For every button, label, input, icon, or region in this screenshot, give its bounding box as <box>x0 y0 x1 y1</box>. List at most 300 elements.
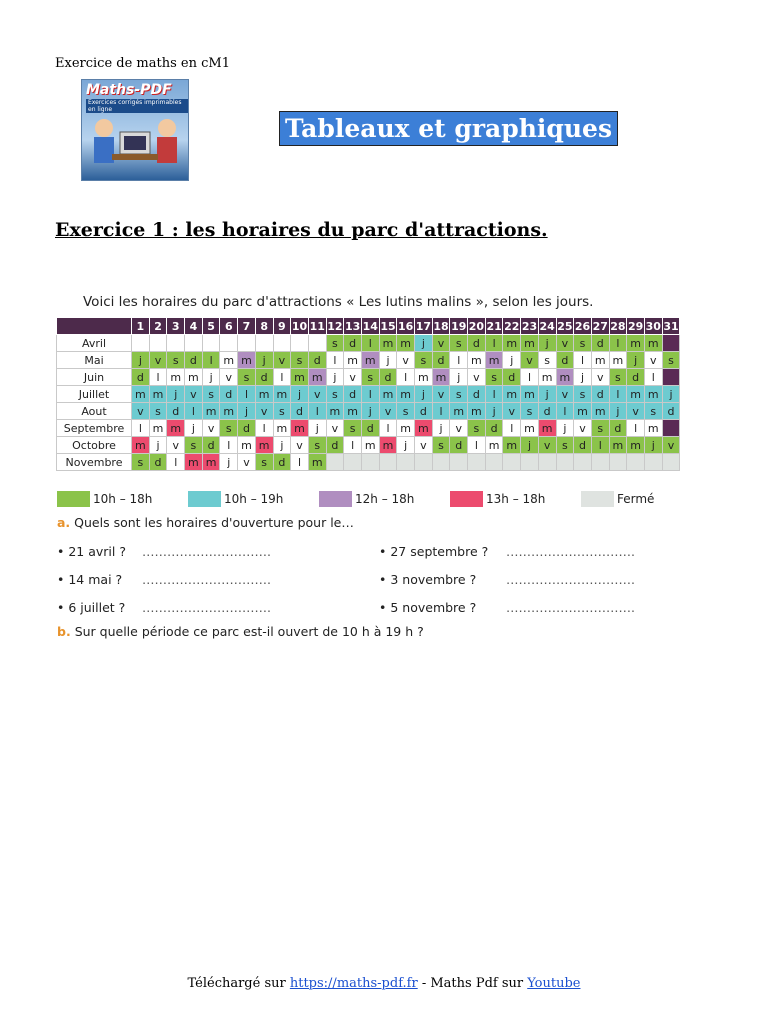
schedule-cell: s <box>255 454 273 471</box>
page-title: Tableaux et graphiques <box>279 111 618 146</box>
schedule-cell: j <box>538 335 556 352</box>
day-header: 23 <box>521 319 538 333</box>
schedule-cell: j <box>308 420 326 437</box>
schedule-cell: m <box>644 386 662 403</box>
question-item-text: 14 mai ? <box>68 572 123 587</box>
schedule-cell: v <box>432 386 450 403</box>
schedule-cell: j <box>149 437 167 454</box>
schedule-cell: v <box>662 437 680 454</box>
legend-label: 10h – 18h <box>93 492 153 506</box>
schedule-cell: l <box>379 420 397 437</box>
schedule-cell: l <box>556 403 574 420</box>
schedule-cell: v <box>627 403 645 420</box>
schedule-cell: s <box>291 352 309 369</box>
month-label: Avril <box>57 335 132 352</box>
schedule-cell: v <box>291 437 309 454</box>
schedule-row <box>57 369 680 386</box>
schedule-cell: s <box>574 386 592 403</box>
schedule-cell <box>255 335 273 352</box>
schedule-cell: d <box>415 403 433 420</box>
schedule-cell: d <box>220 386 238 403</box>
schedule-cell: m <box>167 369 185 386</box>
bullet-icon: • <box>379 572 391 587</box>
schedule-cell: l <box>609 335 627 352</box>
schedule-cell <box>415 454 433 471</box>
schedule-cell: m <box>361 352 379 369</box>
schedule-cell: l <box>273 369 291 386</box>
schedule-cell: m <box>238 437 256 454</box>
schedule-cell: m <box>273 420 291 437</box>
schedule-row <box>57 437 680 454</box>
schedule-cell: j <box>450 369 468 386</box>
schedule-cell: s <box>149 403 167 420</box>
schedule-cell: l <box>468 437 486 454</box>
schedule-cell: v <box>468 369 486 386</box>
schedule-cell: v <box>308 386 326 403</box>
schedule-cell: d <box>627 369 645 386</box>
schedule-cell: m <box>468 352 486 369</box>
schedule-cell: m <box>220 403 238 420</box>
schedule-cell <box>556 454 574 471</box>
legend-swatch <box>581 491 614 507</box>
month-label: Aout <box>57 403 132 420</box>
schedule-cell: l <box>361 335 379 352</box>
schedule-row <box>57 420 680 437</box>
schedule-cell: d <box>662 403 680 420</box>
schedule-cell <box>326 454 344 471</box>
day-header: 3 <box>167 318 185 335</box>
schedule-cell: m <box>627 335 645 352</box>
day-header: 15 <box>380 319 396 333</box>
schedule-cell: j <box>361 403 379 420</box>
schedule-cell: s <box>450 386 468 403</box>
schedule-cell: m <box>132 386 150 403</box>
answer-blank[interactable]: …………………………. <box>142 600 271 615</box>
schedule-cell: j <box>379 352 397 369</box>
bullet-icon: • <box>57 600 69 615</box>
schedule-cell: m <box>308 454 326 471</box>
schedule-cell: m <box>609 437 627 454</box>
month-label: Octobre <box>57 437 132 454</box>
schedule-cell: v <box>503 403 521 420</box>
month-label: Juin <box>57 369 132 386</box>
schedule-cell: v <box>415 437 433 454</box>
schedule-cell: d <box>538 403 556 420</box>
schedule-cell: j <box>185 420 203 437</box>
schedule-cell: v <box>556 335 574 352</box>
schedule-cell: d <box>273 454 291 471</box>
schedule-cell <box>220 335 238 352</box>
schedule-cell: m <box>627 386 645 403</box>
schedule-cell: m <box>238 352 256 369</box>
question-a <box>57 515 354 530</box>
schedule-cell: l <box>308 403 326 420</box>
question-b-text: Sur quelle période ce parc est-il ouvert de 10 h à 19 h ? <box>74 624 424 639</box>
schedule-cell: s <box>202 386 220 403</box>
schedule-cell: v <box>538 437 556 454</box>
schedule-cell: d <box>132 369 150 386</box>
day-header: 19 <box>451 319 467 333</box>
schedule-cell: m <box>397 386 415 403</box>
schedule-cell: v <box>644 352 662 369</box>
question-item-text: 21 avril ? <box>68 544 126 559</box>
logo-illustration <box>82 80 188 180</box>
schedule-cell <box>132 335 150 352</box>
schedule-cell: j <box>556 420 574 437</box>
schedule-cell: j <box>220 454 238 471</box>
schedule-cell: s <box>432 437 450 454</box>
schedule-cell: m <box>149 386 167 403</box>
schedule-cell: v <box>149 352 167 369</box>
schedule-cell: m <box>521 420 539 437</box>
schedule-cell: j <box>397 437 415 454</box>
schedule-cell: l <box>344 437 362 454</box>
schedule-cell <box>662 335 680 352</box>
schedule-header-row <box>57 318 680 335</box>
day-header: 1 <box>132 318 150 335</box>
question-item-text: 3 novembre ? <box>390 572 477 587</box>
schedule-cell <box>149 335 167 352</box>
schedule-corner <box>57 318 132 335</box>
page-footer <box>0 976 768 991</box>
schedule-cell: m <box>379 386 397 403</box>
logo-tagline: Exercices corrigés imprimables en ligne <box>86 99 188 113</box>
bullet-icon: • <box>57 572 69 587</box>
legend-label: 13h – 18h <box>486 492 546 506</box>
schedule-cell: m <box>255 437 273 454</box>
schedule-cell: m <box>485 352 503 369</box>
schedule-cell: d <box>185 352 203 369</box>
schedule-cell: v <box>202 420 220 437</box>
month-label: Novembre <box>57 454 132 471</box>
month-label: Mai <box>57 352 132 369</box>
footer-link-site[interactable]: https://maths-pdf.fr <box>289 976 418 991</box>
schedule-cell: d <box>485 420 503 437</box>
schedule-cell <box>503 454 521 471</box>
schedule-cell: l <box>574 352 592 369</box>
schedule-cell: d <box>468 335 486 352</box>
legend-swatch <box>450 491 483 507</box>
schedule-cell: d <box>344 335 362 352</box>
answer-blank[interactable]: …………………………. <box>506 572 635 587</box>
schedule-row <box>57 352 680 369</box>
schedule-cell: l <box>432 403 450 420</box>
schedule-cell <box>432 454 450 471</box>
question-item-left <box>57 572 122 587</box>
schedule-cell: l <box>238 386 256 403</box>
schedule-cell: s <box>238 369 256 386</box>
question-item-left <box>57 544 126 559</box>
schedule-cell: v <box>574 420 592 437</box>
schedule-cell: s <box>662 352 680 369</box>
schedule-cell: d <box>202 437 220 454</box>
schedule-cell: v <box>185 386 203 403</box>
schedule-cell <box>344 454 362 471</box>
schedule-cell: j <box>503 352 521 369</box>
schedule-cell: m <box>521 386 539 403</box>
schedule-cell <box>450 454 468 471</box>
schedule-cell: j <box>415 335 433 352</box>
schedule-cell <box>662 454 680 471</box>
schedule-cell: j <box>326 369 344 386</box>
day-header: 7 <box>238 318 256 335</box>
schedule-cell <box>662 369 680 386</box>
question-item-text: 6 juillet ? <box>68 600 126 615</box>
schedule-cell: v <box>397 352 415 369</box>
schedule-cell: d <box>591 386 609 403</box>
schedule-cell: s <box>185 437 203 454</box>
answer-blank[interactable]: …………………………. <box>142 544 271 559</box>
schedule-cell: m <box>432 369 450 386</box>
schedule-cell: m <box>538 369 556 386</box>
schedule-cell: s <box>574 335 592 352</box>
question-item-text: 27 septembre ? <box>390 544 489 559</box>
schedule-cell <box>538 454 556 471</box>
schedule-cell: l <box>521 369 539 386</box>
schedule-cell: l <box>361 386 379 403</box>
schedule-cell: j <box>202 369 220 386</box>
schedule-cell: s <box>273 403 291 420</box>
schedule-cell: m <box>485 437 503 454</box>
schedule-cell: s <box>220 420 238 437</box>
exercise-title: Exercice 1 : les horaires du parc d'attractions. <box>55 219 548 241</box>
schedule-cell: s <box>361 369 379 386</box>
schedule-cell <box>291 335 309 352</box>
legend-label: Fermé <box>617 492 655 506</box>
day-header: 13 <box>344 319 361 333</box>
schedule-cell: s <box>326 386 344 403</box>
schedule-cell: j <box>521 437 539 454</box>
schedule-cell: m <box>503 386 521 403</box>
schedule-cell: l <box>485 335 503 352</box>
schedule-cell: j <box>132 352 150 369</box>
schedule-cell: j <box>432 420 450 437</box>
schedule-cell: j <box>644 437 662 454</box>
schedule-cell: v <box>450 420 468 437</box>
schedule-cell: l <box>591 437 609 454</box>
schedule-cell: l <box>291 454 309 471</box>
day-header: 9 <box>273 318 291 335</box>
schedule-cell: m <box>397 335 415 352</box>
schedule-cell: l <box>220 437 238 454</box>
schedule-cell: m <box>644 335 662 352</box>
schedule-cell: v <box>379 403 397 420</box>
schedule-cell: j <box>238 403 256 420</box>
schedule-cell: s <box>485 369 503 386</box>
schedule-row <box>57 403 680 420</box>
schedule-cell: d <box>468 386 486 403</box>
schedule-cell: s <box>591 420 609 437</box>
question-item-right <box>379 600 476 615</box>
schedule-cell: l <box>132 420 150 437</box>
day-header: 28 <box>610 319 626 333</box>
day-header: 20 <box>468 319 485 333</box>
schedule-cell <box>202 335 220 352</box>
schedule-cell: s <box>326 335 344 352</box>
question-item-right <box>379 544 488 559</box>
schedule-cell: d <box>432 352 450 369</box>
schedule-cell: l <box>397 369 415 386</box>
schedule-cell: m <box>379 437 397 454</box>
question-a-letter: a. <box>57 515 71 530</box>
schedule-cell: m <box>291 420 309 437</box>
day-header: 22 <box>504 319 520 333</box>
schedule-cell: m <box>185 369 203 386</box>
schedule-cell: m <box>202 454 220 471</box>
schedule-cell: j <box>627 352 645 369</box>
schedule-cell <box>308 335 326 352</box>
schedule-cell: j <box>291 386 309 403</box>
day-header: 21 <box>486 319 502 333</box>
schedule-cell: d <box>609 420 627 437</box>
schedule-cell: d <box>291 403 309 420</box>
schedule-cell: v <box>273 352 291 369</box>
day-header: 10 <box>291 319 308 333</box>
day-header: 27 <box>592 319 608 333</box>
day-header: 2 <box>149 318 167 335</box>
schedule-cell: d <box>503 369 521 386</box>
schedule-cell: v <box>167 437 185 454</box>
day-header: 11 <box>309 319 325 333</box>
day-header: 8 <box>255 318 273 335</box>
day-header: 16 <box>398 319 414 333</box>
schedule-cell: l <box>644 369 662 386</box>
schedule-cell <box>185 335 203 352</box>
schedule-cell: d <box>255 369 273 386</box>
question-b-letter: b. <box>57 624 71 639</box>
schedule-cell: v <box>255 403 273 420</box>
schedule-cell: d <box>574 437 592 454</box>
schedule-cell: s <box>397 403 415 420</box>
answer-blank[interactable]: …………………………. <box>506 544 635 559</box>
schedule-cell: l <box>326 352 344 369</box>
schedule-cell: m <box>202 403 220 420</box>
footer-middle: - Maths Pdf sur <box>417 976 528 991</box>
schedule-cell: j <box>609 403 627 420</box>
schedule-cell: m <box>538 420 556 437</box>
question-a-text: Quels sont les horaires d'ouverture pour le… <box>74 515 354 530</box>
schedule-cell: m <box>185 454 203 471</box>
schedule-cell: s <box>609 369 627 386</box>
schedule-cell: m <box>609 352 627 369</box>
schedule-row <box>57 335 680 352</box>
schedule-cell: s <box>644 403 662 420</box>
schedule-cell: j <box>415 386 433 403</box>
day-header: 12 <box>327 319 343 333</box>
schedule-cell: j <box>255 352 273 369</box>
schedule-cell: d <box>149 454 167 471</box>
question-item-text: 5 novembre ? <box>390 600 477 615</box>
bullet-icon: • <box>57 544 69 559</box>
schedule-cell: s <box>167 352 185 369</box>
schedule-cell <box>609 454 627 471</box>
schedule-cell: s <box>468 420 486 437</box>
exercise-intro: Voici les horaires du parc d'attractions « Les lutins malins », selon les jours. <box>83 294 594 310</box>
answer-blank[interactable]: …………………………. <box>506 600 635 615</box>
schedule-cell: m <box>397 420 415 437</box>
schedule-cell: s <box>450 335 468 352</box>
schedule-cell: j <box>538 386 556 403</box>
day-header: 26 <box>574 319 591 333</box>
schedule-cell: m <box>415 369 433 386</box>
schedule-cell: v <box>556 386 574 403</box>
schedule-cell <box>397 454 415 471</box>
schedule-cell: m <box>132 437 150 454</box>
schedule-cell: s <box>521 403 539 420</box>
schedule-cell: m <box>627 437 645 454</box>
schedule-cell: m <box>503 335 521 352</box>
schedule-cell: d <box>379 369 397 386</box>
schedule-cell: s <box>344 420 362 437</box>
schedule-cell: j <box>167 386 185 403</box>
schedule-cell <box>627 454 645 471</box>
maths-pdf-logo <box>81 79 189 181</box>
day-header: 31 <box>663 319 679 333</box>
schedule-cell: m <box>291 369 309 386</box>
day-header: 14 <box>362 319 378 333</box>
legend-swatch <box>188 491 221 507</box>
day-header: 24 <box>539 319 555 333</box>
bullet-icon: • <box>379 600 391 615</box>
schedule-cell: m <box>379 335 397 352</box>
schedule-cell: s <box>538 352 556 369</box>
footer-link-youtube[interactable]: Youtube <box>527 976 581 991</box>
schedule-cell <box>273 335 291 352</box>
schedule-cell: l <box>627 420 645 437</box>
answer-blank[interactable]: …………………………. <box>142 572 271 587</box>
schedule-cell: v <box>220 369 238 386</box>
footer-prefix: Téléchargé sur <box>187 976 290 991</box>
schedule-cell: l <box>485 386 503 403</box>
schedule-cell: d <box>361 420 379 437</box>
schedule-cell: d <box>450 437 468 454</box>
schedule-cell: m <box>591 403 609 420</box>
schedule-cell: v <box>591 369 609 386</box>
schedule-cell: v <box>521 352 539 369</box>
schedule-cell: m <box>149 420 167 437</box>
schedule-cell: m <box>415 420 433 437</box>
schedule-cell: m <box>468 403 486 420</box>
question-item-right <box>379 572 476 587</box>
schedule-cell: v <box>132 403 150 420</box>
schedule-cell: s <box>132 454 150 471</box>
legend-swatch <box>57 491 90 507</box>
schedule-cell: m <box>521 335 539 352</box>
schedule-cell: l <box>255 420 273 437</box>
day-header: 25 <box>557 319 573 333</box>
day-header: 4 <box>185 318 203 335</box>
schedule-cell: m <box>255 386 273 403</box>
schedule-cell <box>485 454 503 471</box>
schedule-cell: d <box>556 352 574 369</box>
schedule-cell: m <box>344 403 362 420</box>
schedule-cell: m <box>591 352 609 369</box>
legend-label: 10h – 19h <box>224 492 284 506</box>
schedule-cell: v <box>238 454 256 471</box>
schedule-cell: v <box>432 335 450 352</box>
schedule-cell: m <box>167 420 185 437</box>
schedule-cell: d <box>326 437 344 454</box>
schedule-cell <box>591 454 609 471</box>
schedule-cell: s <box>415 352 433 369</box>
schedule-cell: s <box>556 437 574 454</box>
schedule-cell <box>662 420 680 437</box>
day-header: 30 <box>645 319 661 333</box>
schedule-cell: l <box>609 386 627 403</box>
schedule-table <box>56 317 680 471</box>
schedule-cell: l <box>202 352 220 369</box>
day-header: 6 <box>220 318 238 335</box>
